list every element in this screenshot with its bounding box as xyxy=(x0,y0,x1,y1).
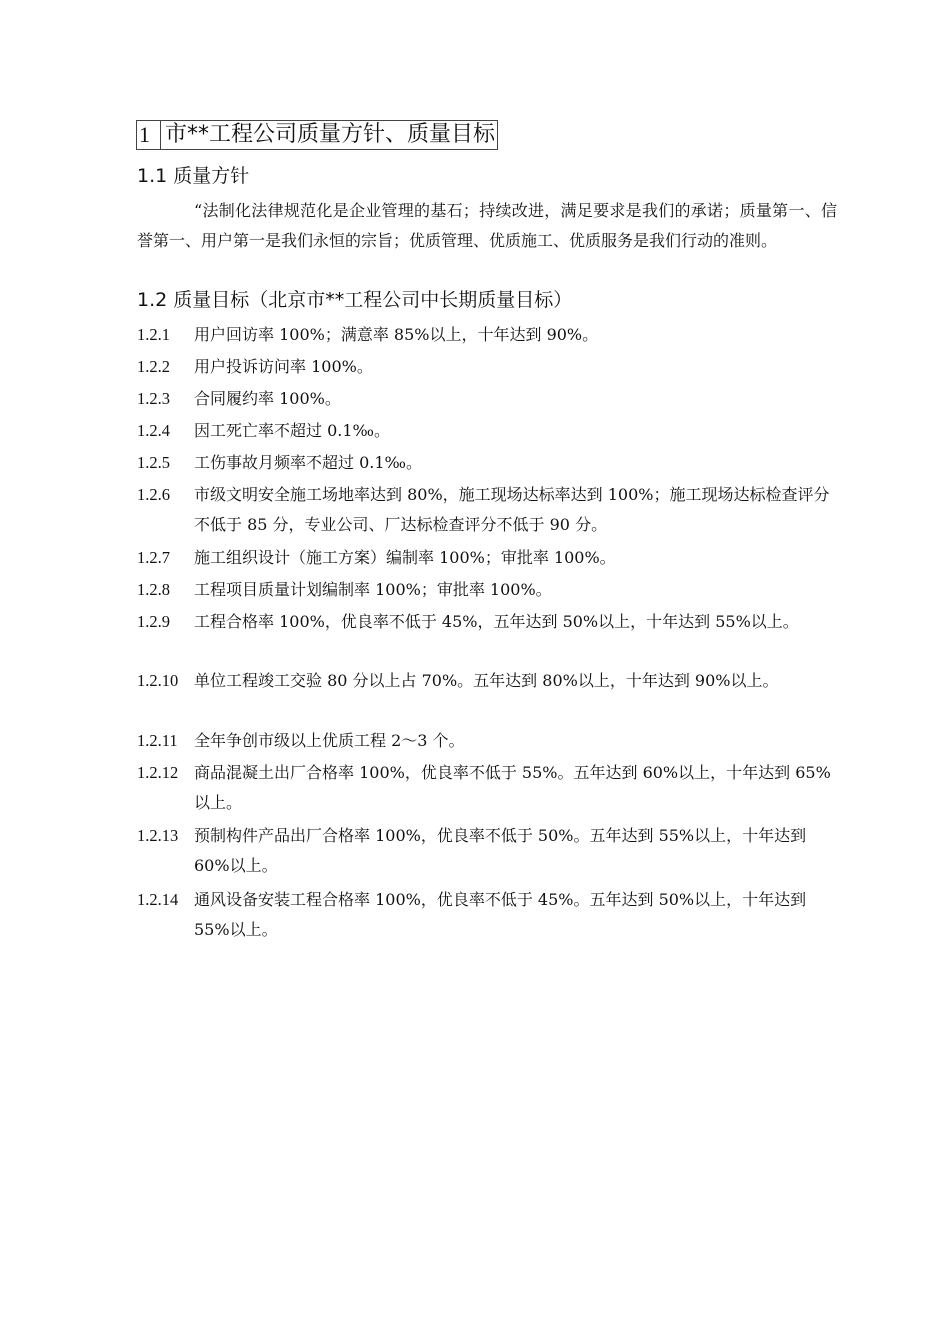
chapter-heading xyxy=(136,120,498,150)
item-number: 1.2.1 xyxy=(137,325,170,344)
item-text: 施工组织设计（施工方案）编制率 100%；审批率 100%。 xyxy=(194,548,616,567)
list-item xyxy=(137,480,837,540)
item-number: 1.2.13 xyxy=(137,826,179,845)
list-item xyxy=(137,543,837,573)
item-text: 因工死亡率不超过 0.1‰。 xyxy=(194,421,391,440)
item-text: 工程项目质量计划编制率 100%；审批率 100%。 xyxy=(194,580,552,599)
list-item xyxy=(137,352,837,382)
list-item xyxy=(137,666,837,696)
item-number: 1.2.10 xyxy=(137,671,179,690)
item-text: 工伤事故月频率不超过 0.1‰。 xyxy=(194,453,423,472)
list-item xyxy=(137,821,837,881)
section-heading-quality-goals: 1.2 质量目标（北京市**工程公司中长期质量目标） xyxy=(137,289,573,311)
item-text: 单位工程竣工交验 80 分以上占 70%。五年达到 80%以上，十年达到 90%以上。 xyxy=(194,671,779,690)
list-item xyxy=(137,758,837,818)
item-text: 合同履约率 100%。 xyxy=(194,389,341,408)
list-item xyxy=(137,607,837,637)
item-text: 商品混凝土出厂合格率 100%，优良率不低于 55%。五年达到 60%以上，十年达到 65%以上。 xyxy=(194,763,831,812)
item-number: 1.2.14 xyxy=(137,890,179,909)
item-number: 1.2.2 xyxy=(137,357,170,376)
item-number: 1.2.3 xyxy=(137,389,170,408)
chapter-number: 1 xyxy=(136,120,160,150)
item-number: 1.2.6 xyxy=(137,485,170,504)
item-text: 用户回访率 100%；满意率 85%以上，十年达到 90%。 xyxy=(194,325,599,344)
item-text: 预制构件产品出厂合格率 100%，优良率不低于 50%。五年达到 55%以上，十年达到 60%以上。 xyxy=(194,826,807,875)
chapter-title: 市**工程公司质量方针、质量目标 xyxy=(160,120,498,150)
list-item xyxy=(137,384,837,414)
item-number: 1.2.8 xyxy=(137,580,170,599)
quality-policy-paragraph: “法制化法律规范化是企业管理的基石；持续改进，满足要求是我们的承诺；质量第一、信誉第一、用户第一是我们永恒的宗旨；优质管理、优质施工、优质服务是我们行动的准则。 xyxy=(137,201,837,250)
item-text: 通风设备安装工程合格率 100%，优良率不低于 45%。五年达到 50%以上，十年达到 55%以上。 xyxy=(194,890,807,939)
list-item xyxy=(137,885,837,945)
list-item xyxy=(137,726,837,756)
item-text: 全年争创市级以上优质工程 2～3 个。 xyxy=(194,731,465,750)
item-text: 用户投诉访问率 100%。 xyxy=(194,357,373,376)
item-text: 工程合格率 100%，优良率不低于 45%，五年达到 50%以上，十年达到 55%以上。 xyxy=(194,612,799,631)
list-item xyxy=(137,416,837,446)
item-number: 1.2.9 xyxy=(137,612,170,631)
list-item xyxy=(137,448,837,478)
item-number: 1.2.12 xyxy=(137,763,179,782)
item-number: 1.2.4 xyxy=(137,421,170,440)
item-number: 1.2.5 xyxy=(137,453,170,472)
list-item xyxy=(137,320,837,350)
item-number: 1.2.7 xyxy=(137,548,170,567)
item-number: 1.2.11 xyxy=(137,731,178,750)
item-text: 市级文明安全施工场地率达到 80%，施工现场达标率达到 100%；施工现场达标检查评分不低于 85 分，专业公司、厂达标检查评分不低于 90 分。 xyxy=(194,485,830,534)
list-item xyxy=(137,575,837,605)
section-heading-quality-policy: 1.1 质量方针 xyxy=(137,165,250,187)
